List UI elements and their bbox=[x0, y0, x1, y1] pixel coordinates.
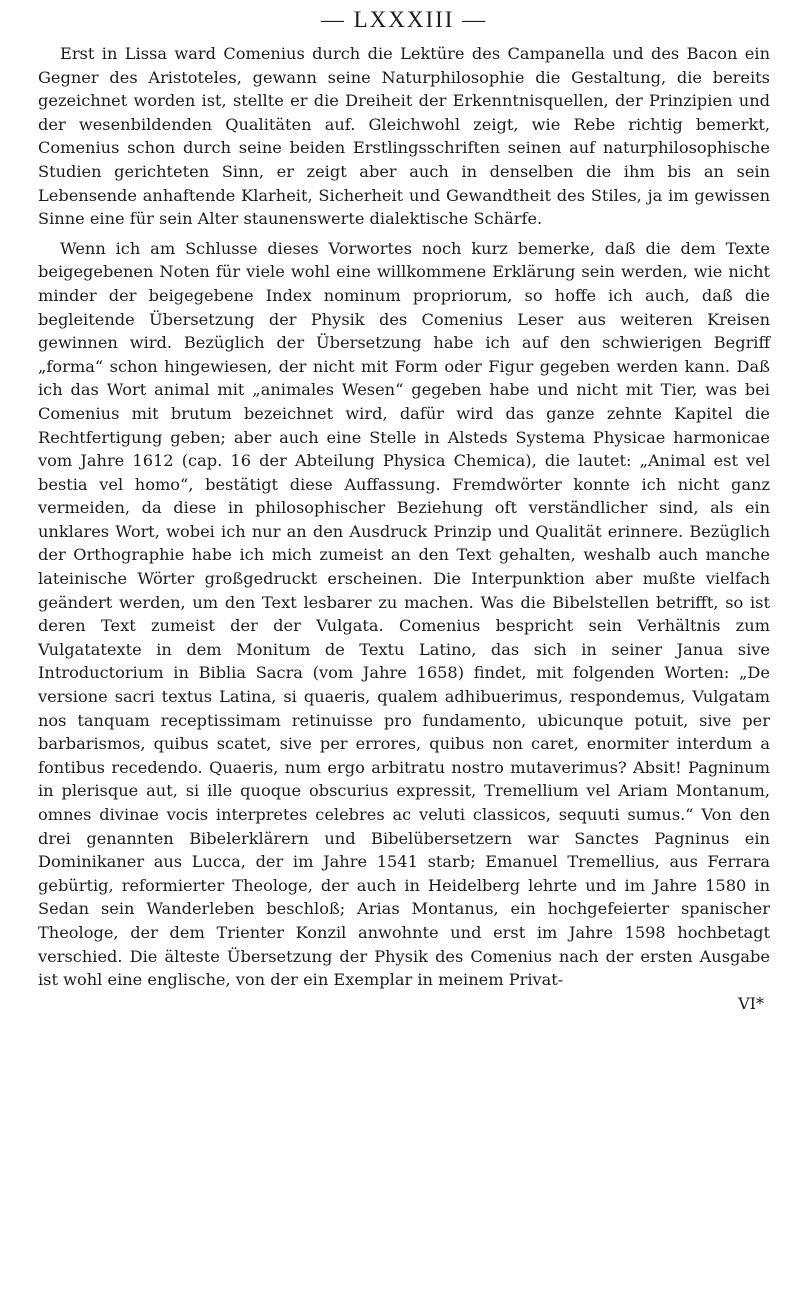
paragraph-comenius-lissa: Erst in Lissa ward Comenius durch die Lektüre des Campanella und des Bacon ein Gegner des Aristoteles, gewann seine Naturphilosophie die Gestaltung, die bereits gezeichnet worden ist, stellte er die Dreiheit der Erkenntnisquellen, der Prinzipien und der wesenbildenden Qualitäten auf. Gleichwohl zeigt, wie Rebe richtig bemerkt, Comenius schon durch seine beiden Erstlingsschriften seinen auf naturphilosophische Studien gerichteten Sinn, er zeigt aber auch in denselben die ihm bis an sein Lebensende anhaftende Klarheit, Sicherheit und Gewandtheit des Stiles, ja im gewissen Sinne eine für sein Alter staunenswerte dialektische Schärfe. bbox=[38, 44, 770, 229]
paragraph-translation-notes: Wenn ich am Schlusse dieses Vorwortes noch kurz bemerke, daß die dem Texte beigegebenen Noten für viele wohl eine willkommene Erklärung sein werden, wie nicht minder der beigegebene Index nominum propriorum, so hoffe ich auch, daß die begleitende Übersetzung der Physik des Comenius Leser aus weiteren Kreisen gewinnen wird. Bezüglich der Übersetzung habe ich auf den schwierigen Begriff „forma“ schon hingewiesen, der nicht mit Form oder Figur gegeben werden kann. Daß ich das Wort animal mit „animales Wesen“ gegeben habe und nicht mit Tier, was bei Comenius mit brutum bezeichnet wird, dafür wird das ganze zehnte Kapitel die Rechtfertigung geben; aber auch eine Stelle in Alsteds Systema Physicae harmonicae vom Jahre 1612 (cap. 16 der Abteilung Physica Chemica), die lautet: „Animal est vel bestia vel homo“, bestätigt diese Auffassung. Fremdwörter konnte ich nicht ganz vermeiden, da diese in philosophischer Beziehung oft verständlicher sind, als ein unklares Wort, wobei ich nur an den Ausdruck Prinzip und Qualität erinnere. Bezüglich der Orthographie habe ich mich zumeist an den Text gehalten, weshalb auch manche lateinische Wörter großgedruckt erscheinen. Die Interpunktion aber mußte vielfach geändert werden, um den Text lesbarer zu machen. Was die Bibelstellen betrifft, so ist deren Text zumeist der der Vulgata. Comenius bespricht sein Verhältnis zum Vulgatatexte in dem Monitum de Textu Latino, das sich in seiner Janua sive Introductorium in Biblia Sacra (vom Jahre 1658) findet, mit folgenden Worten: „De versione sacri textus Latina, si quaeris, qualem adhibuerimus, respondemus, Vulgatam nos tanquam receptissimam retinuisse pro fundamento, ubicunque potuit, sive per barbarismos, quibus scatet, sive per errores, quibus non caret, enormiter interdum a fontibus recedendo. Quaeris, num ergo arbitratu nostro mutaverimus? Absit! Pagninum in plerisque aut, si ille quoque obscurius expressit, Tremellium vel Ariam Montanum, omnes divinae vocis interpretes celebres ac veluti classicos, sequuti sumus.“ Von den drei genannten Bibelerklärern und Bibelübersetzern war Sanctes Pagninus ein Dominikaner aus Lucca, der im Jahre 1541 starb; Emanuel Tremellius, aus Ferrara gebürtig, reformierter Theologe, der auch in Heidelberg lehrte und im Jahre 1580 in Sedan sein Wanderleben beschloß; Arias Montanus, ein hochgefeierter spanischer Theologe, der dem Trienter Konzil anwohnte und erst im Jahre 1598 hochbetagt verschied. Die älteste Übersetzung der Physik des Comenius nach der ersten Ausgabe ist wohl eine englische, von der ein Exemplar in meinem Privat- bbox=[38, 238, 770, 990]
book-page bbox=[38, 6, 770, 1306]
signature-mark: VI* bbox=[738, 993, 764, 1013]
running-head-page-number: — LXXXIII — bbox=[320, 7, 488, 32]
